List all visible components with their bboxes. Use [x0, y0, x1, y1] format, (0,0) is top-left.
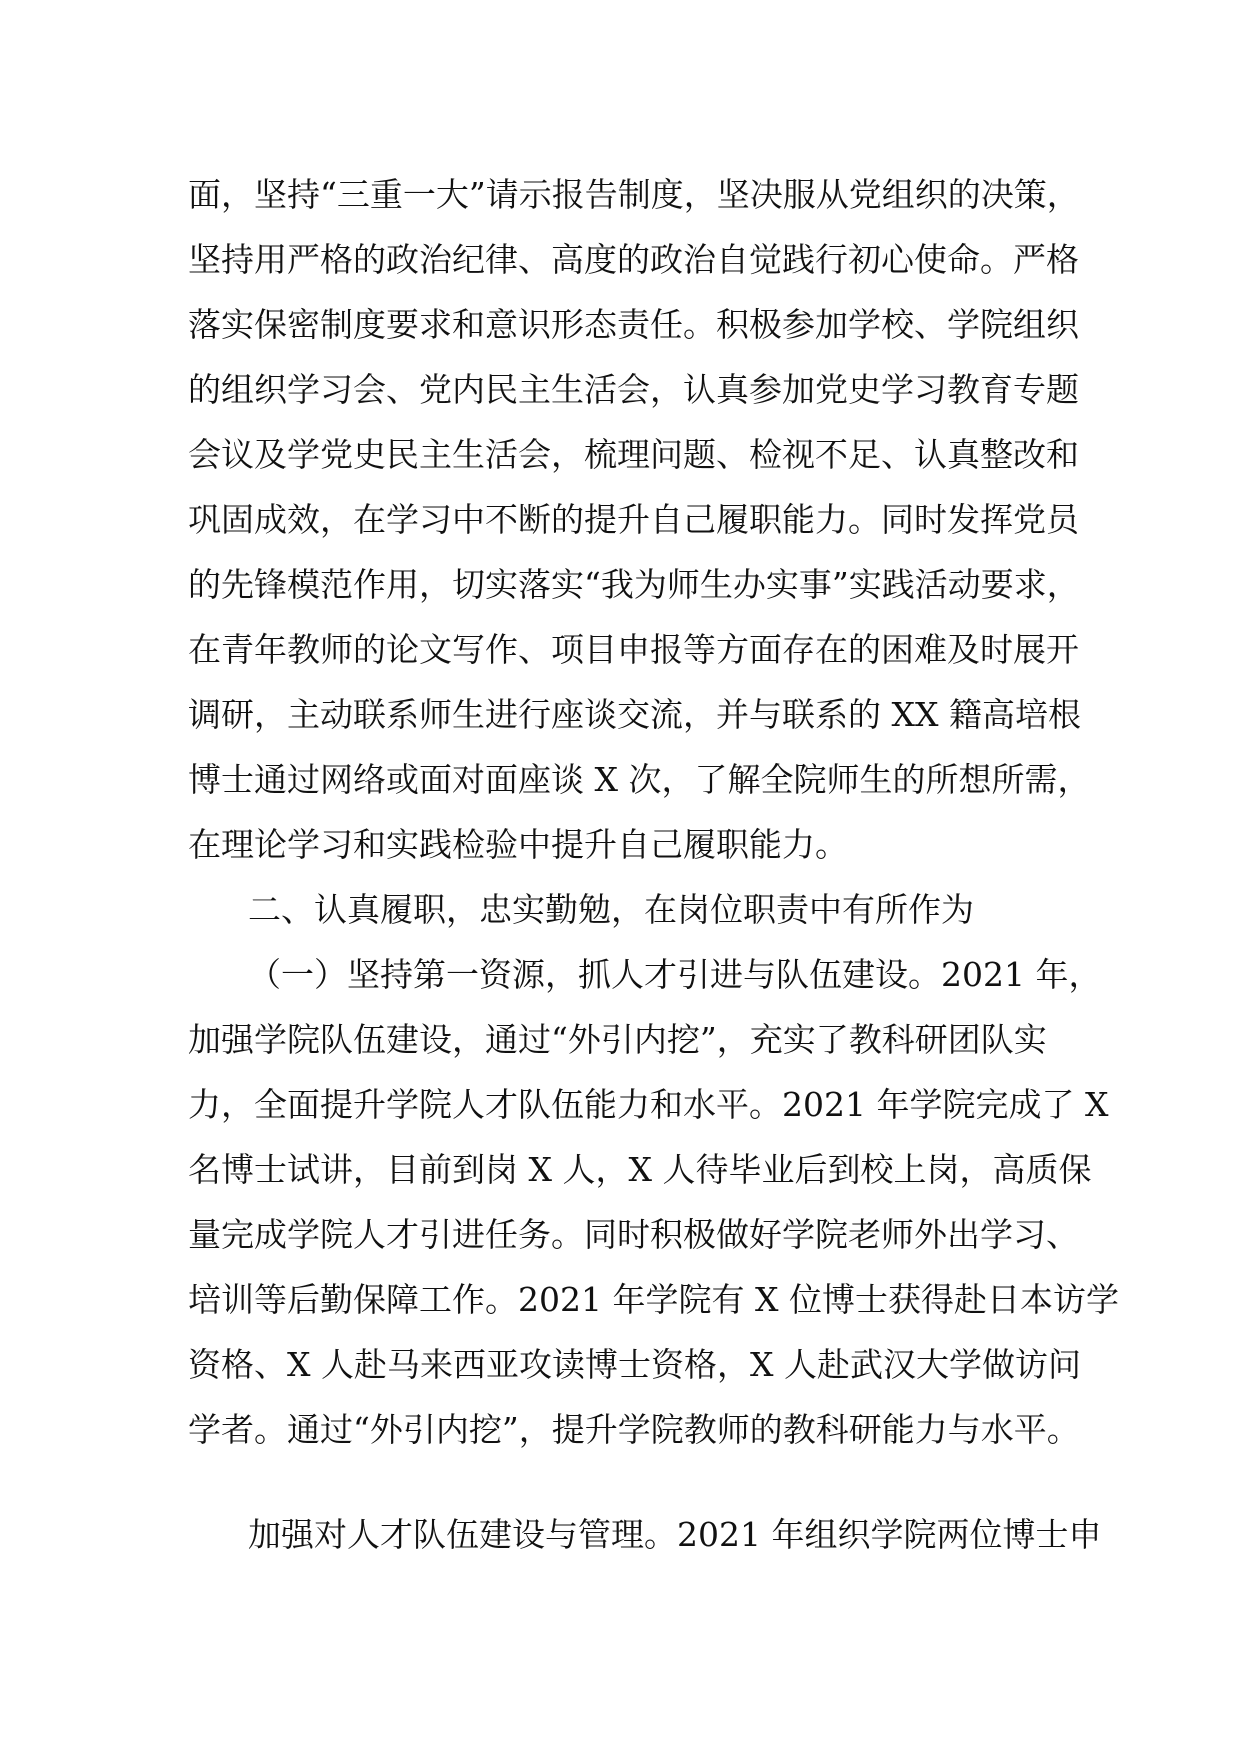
text-line: 面，坚持“三重一大”请示报告制度，坚决服从党组织的决策， — [188, 175, 1080, 214]
text-line: 名博士试讲，目前到岗 X 人，X 人待毕业后到校上岗，高质保 — [188, 1150, 1092, 1189]
text-line: 坚持用严格的政治纪律、高度的政治自觉践行初心使命。严格 — [188, 240, 1079, 279]
text-line: 资格、X 人赴马来西亚攻读博士资格，X 人赴武汉大学做访问 — [188, 1345, 1081, 1384]
paragraph-first-line: 加强对人才队伍建设与管理。2021 年组织学院两位博士申 — [248, 1515, 1102, 1554]
text-line: 加强学院队伍建设，通过“外引内挖”，充实了教科研团队实 — [188, 1020, 1047, 1059]
text-line: 力，全面提升学院人才队伍能力和水平。2021 年学院完成了 X — [188, 1085, 1109, 1124]
text-line: 学者。通过“外引内挖”，提升学院教师的教科研能力与水平。 — [188, 1410, 1080, 1449]
text-line: 在理论学习和实践检验中提升自己履职能力。 — [188, 825, 848, 864]
section-heading: 二、认真履职，忠实勤勉，在岗位职责中有所作为 — [248, 890, 974, 929]
text-line: 巩固成效，在学习中不断的提升自己履职能力。同时发挥党员 — [188, 500, 1079, 539]
text-line: 培训等后勤保障工作。2021 年学院有 X 位博士获得赴日本访学 — [188, 1280, 1119, 1319]
text-line: 在青年教师的论文写作、项目申报等方面存在的困难及时展开 — [188, 630, 1079, 669]
body-text-continued — [188, 1502, 1102, 1567]
subsection-heading: （一）坚持第一资源，抓人才引进与队伍建设。2021 年， — [248, 955, 1102, 994]
text-line: 量完成学院人才引进任务。同时积极做好学院老师外出学习、 — [188, 1215, 1079, 1254]
text-line: 的先锋模范作用，切实落实“我为师生办实事”实践活动要求， — [188, 565, 1080, 604]
text-line: 博士通过网络或面对面座谈 X 次，了解全院师生的所想所需， — [188, 760, 1091, 799]
body-text — [188, 162, 1119, 1462]
text-line: 调研，主动联系师生进行座谈交流，并与联系的 XX 籍高培根 — [188, 695, 1081, 734]
text-line: 落实保密制度要求和意识形态责任。积极参加学校、学院组织 — [188, 305, 1079, 344]
text-line: 的组织学习会、党内民主生活会，认真参加党史学习教育专题 — [188, 370, 1079, 409]
text-line: 会议及学党史民主生活会，梳理问题、检视不足、认真整改和 — [188, 435, 1079, 474]
